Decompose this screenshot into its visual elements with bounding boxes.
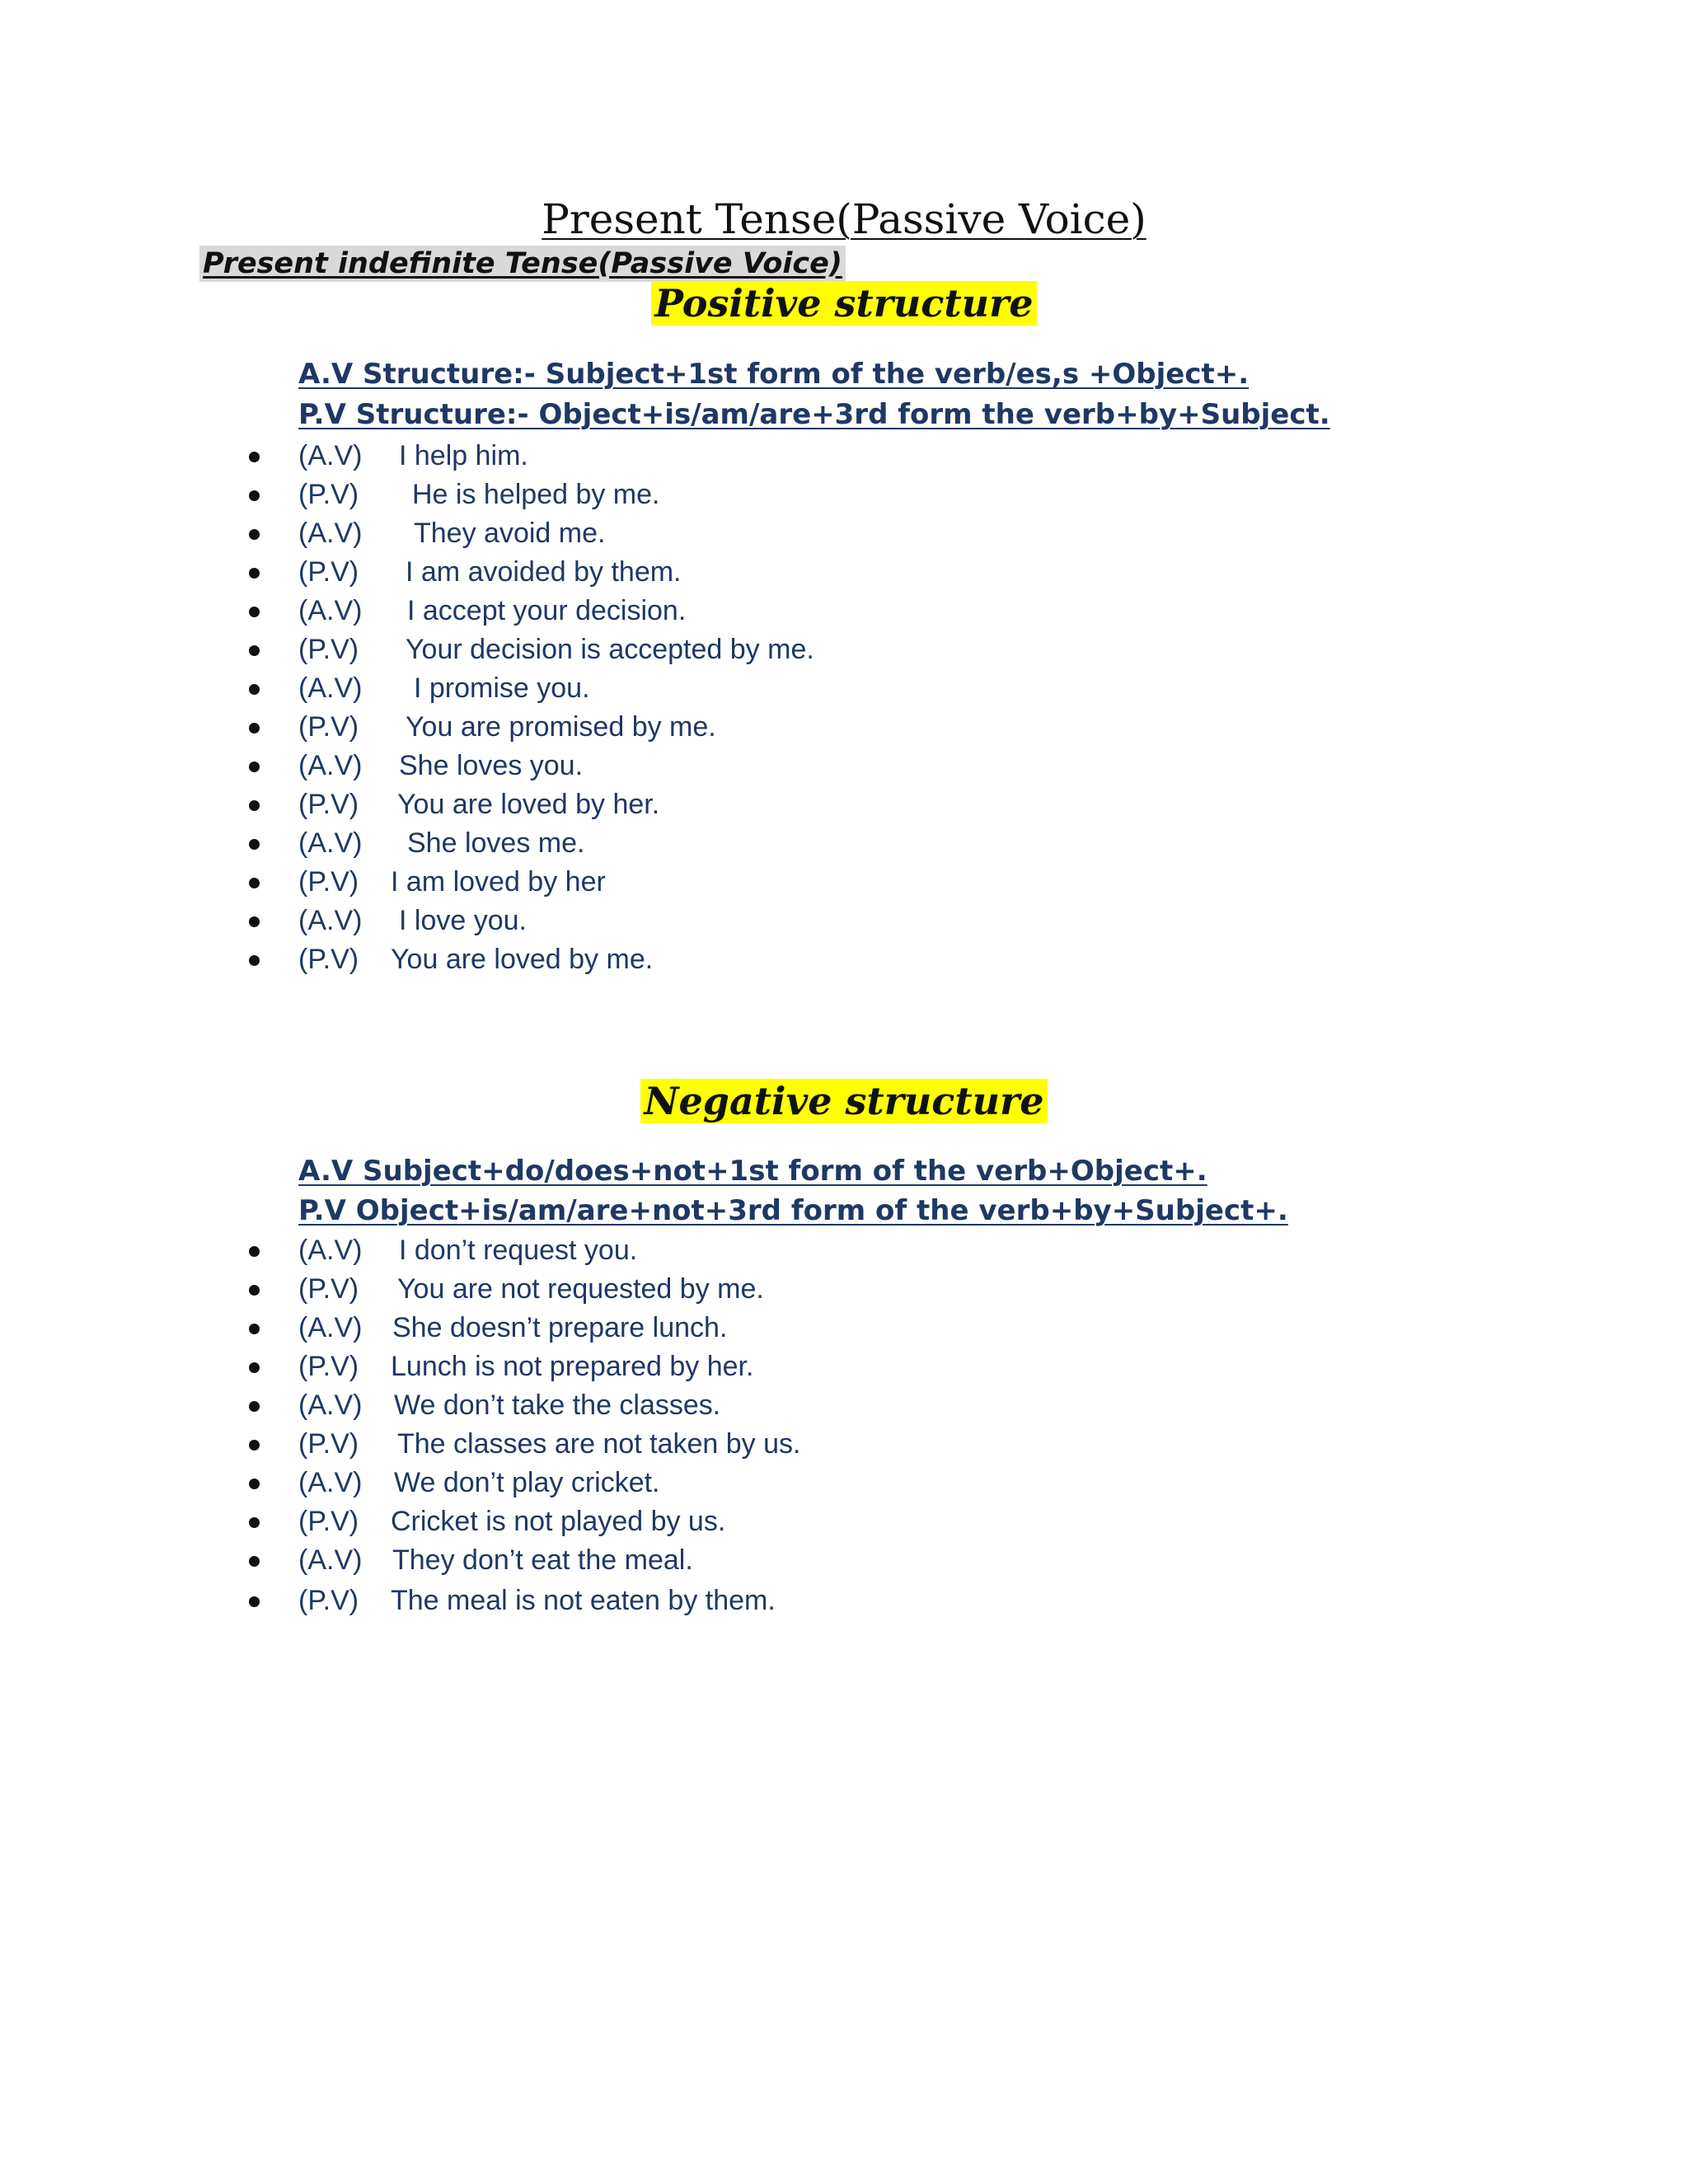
sentence-text: She doesn’t prepare lunch. — [392, 1312, 728, 1343]
section-subtitle: Present indefinite Tense(Passive Voice) — [199, 246, 846, 282]
bullet-icon — [249, 1596, 260, 1607]
voice-tag: (A.V) — [298, 1544, 363, 1576]
sentence-text: You are loved by her. — [397, 789, 660, 820]
voice-tag: (A.V) — [298, 905, 363, 936]
bullet-icon — [249, 1440, 260, 1451]
voice-tag: (P.V) — [298, 1506, 359, 1537]
sentence-text: They avoid me. — [414, 518, 606, 549]
bullet-icon — [249, 568, 260, 579]
bullet-icon — [249, 1246, 260, 1257]
positive-active-voice-rule: A.V Structure:- Subject+1st form of the verb/es,s +Object+. — [298, 358, 1250, 391]
voice-tag: (A.V) — [298, 518, 363, 549]
voice-tag: (A.V) — [298, 595, 363, 626]
bullet-icon — [249, 1479, 260, 1489]
sentence-text: He is helped by me. — [412, 479, 660, 510]
positive-passive-voice-rule: P.V Structure:- Object+is/am/are+3rd form the verb+by+Subject. — [298, 398, 1330, 431]
voice-tag: (A.V) — [298, 1467, 363, 1498]
voice-tag: (P.V) — [298, 1273, 359, 1305]
sentence-text: Cricket is not played by us. — [391, 1506, 726, 1537]
voice-tag: (P.V) — [298, 944, 359, 975]
sentence-text: Lunch is not prepared by her. — [391, 1351, 754, 1382]
sentence-text: We don’t take the classes. — [394, 1390, 721, 1421]
bullet-icon — [249, 684, 260, 695]
negative-passive-voice-rule: P.V Object+is/am/are+not+3rd form of the verb+by+Subject+. — [298, 1194, 1288, 1227]
voice-tag: (A.V) — [298, 1312, 363, 1343]
bullet-icon — [249, 723, 260, 733]
bullet-icon — [249, 529, 260, 540]
voice-tag: (A.V) — [298, 440, 363, 471]
voice-tag: (P.V) — [298, 1351, 359, 1382]
sentence-text: I accept your decision. — [407, 595, 687, 626]
positive-structure-heading: Positive structure — [0, 279, 1688, 328]
bullet-icon — [249, 1556, 260, 1567]
sentence-text: She loves you. — [399, 750, 584, 781]
voice-tag: (P.V) — [298, 634, 359, 665]
voice-tag: (P.V) — [298, 866, 359, 898]
voice-tag: (P.V) — [298, 1585, 359, 1616]
voice-tag: (P.V) — [298, 711, 359, 743]
page-title: Present Tense(Passive Voice) — [542, 195, 1146, 243]
voice-tag: (A.V) — [298, 1390, 363, 1421]
voice-tag: (P.V) — [298, 789, 359, 820]
bullet-icon — [249, 800, 260, 811]
bullet-icon — [249, 1324, 260, 1334]
voice-tag: (A.V) — [298, 673, 363, 704]
sentence-text: You are loved by me. — [391, 944, 654, 975]
bullet-icon — [249, 645, 260, 656]
voice-tag: (A.V) — [298, 827, 363, 859]
sentence-text: I don’t request you. — [399, 1235, 638, 1266]
sentence-text: You are not requested by me. — [397, 1273, 764, 1305]
sentence-text: Your decision is accepted by me. — [406, 634, 814, 665]
bullet-icon — [249, 490, 260, 501]
voice-tag: (P.V) — [298, 479, 359, 510]
sentence-text: The meal is not eaten by them. — [391, 1585, 776, 1616]
voice-tag: (A.V) — [298, 750, 363, 781]
bullet-icon — [249, 607, 260, 617]
sentence-text: I am loved by her — [391, 866, 606, 898]
voice-tag: (P.V) — [298, 1428, 359, 1460]
sentence-text: I help him. — [399, 440, 528, 471]
bullet-icon — [249, 878, 260, 888]
bullet-icon — [249, 839, 260, 850]
sentence-text: We don’t play cricket. — [394, 1467, 660, 1498]
bullet-icon — [249, 1401, 260, 1412]
sentence-text: I am avoided by them. — [406, 556, 682, 588]
sentence-text: You are promised by me. — [406, 711, 716, 743]
negative-structure-heading: Negative structure — [0, 1076, 1688, 1126]
bullet-icon — [249, 1285, 260, 1296]
voice-tag: (P.V) — [298, 556, 359, 588]
bullet-icon — [249, 762, 260, 772]
bullet-icon — [249, 452, 260, 462]
bullet-icon — [249, 955, 260, 966]
sentence-text: I love you. — [399, 905, 527, 936]
sentence-text: She loves me. — [407, 827, 585, 859]
sentence-text: I promise you. — [414, 673, 590, 704]
sentence-text: They don’t eat the meal. — [392, 1544, 693, 1576]
negative-active-voice-rule: A.V Subject+do/does+not+1st form of the verb+Object+. — [298, 1155, 1207, 1188]
bullet-icon — [249, 1517, 260, 1528]
sentence-text: The classes are not taken by us. — [397, 1428, 801, 1460]
bullet-icon — [249, 1362, 260, 1373]
bullet-icon — [249, 916, 260, 927]
voice-tag: (A.V) — [298, 1235, 363, 1266]
